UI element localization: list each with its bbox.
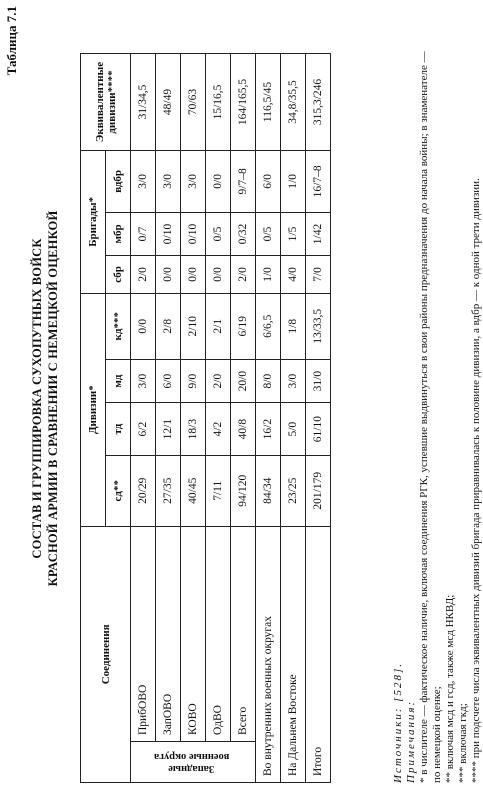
row-name: ОдВО [206, 526, 231, 741]
cell-eq: 164/165,5 [231, 54, 256, 151]
table-row [206, 54, 231, 783]
cell-sd: 27/35 [156, 455, 181, 526]
header-brigades: Бригады* [81, 151, 106, 294]
cell-mbr: 1/42 [306, 212, 331, 255]
note-2: ** включая мсд и гсд, также мсд НКВД; [444, 594, 456, 783]
cell-vdbr: 9/7–8 [231, 151, 256, 213]
header-equivalent: Эквивалентные дивизии**** [81, 54, 131, 151]
cell-eq: 48/49 [156, 54, 181, 151]
header-md: мд [106, 359, 131, 402]
cell-kd: 6/6,5 [256, 293, 281, 359]
row-name: ЗапОВО [156, 526, 181, 741]
cell-md: 2/0 [206, 359, 231, 402]
table-row [306, 54, 331, 783]
data-table [80, 53, 331, 783]
cell-sd: 84/34 [256, 455, 281, 526]
cell-sd: 7/11 [206, 455, 231, 526]
cell-vdbr: 0/0 [206, 151, 231, 213]
cell-sbr: 1/0 [256, 256, 281, 293]
cell-sd: 40/45 [181, 455, 206, 526]
cell-vdbr: 1/0 [281, 151, 306, 213]
table-row [131, 54, 156, 783]
cell-mbr: 0/5 [256, 212, 281, 255]
cell-sbr: 0/0 [181, 256, 206, 293]
row-name: КОВО [181, 526, 206, 741]
note-4: **** при подсчете числа эквивалентных дивизий бригада приравнивалась к половине дивизии, а вдбр — к одной трети дивизии. [470, 178, 482, 783]
cell-sbr: 0/0 [206, 256, 231, 293]
cell-sbr: 4/0 [281, 256, 306, 293]
cell-td: 40/8 [231, 403, 256, 456]
cell-md: 20/0 [231, 359, 256, 402]
cell-mbr: 0/5 [206, 212, 231, 255]
cell-td: 5/0 [281, 403, 306, 456]
row-name: Всего [231, 526, 256, 741]
cell-sd: 94/120 [231, 455, 256, 526]
cell-eq: 315,3/246 [306, 54, 331, 151]
header-sd: сд** [106, 455, 131, 526]
cell-eq: 15/16,5 [206, 54, 231, 151]
table-row [231, 54, 256, 783]
cell-mbr: 0/10 [181, 212, 206, 255]
cell-md: 6/0 [156, 359, 181, 402]
row-name: Во внутренних военных округах [256, 526, 281, 782]
cell-kd: 2/1 [206, 293, 231, 359]
table-row [181, 54, 206, 783]
note-1: * в числителе — фактическое наличие, включая соединения РГК, успевшие выдвинуться в свои районы предназначения до начала войны; в знаменателе — по немецкой оценке; [418, 51, 443, 783]
table-row [156, 54, 181, 783]
header-mbr: мбр [106, 212, 131, 255]
group-label: Западные военные округа [153, 751, 230, 774]
sources-line: Источники: [528]. [392, 661, 404, 783]
cell-vdbr: 6/0 [256, 151, 281, 213]
cell-td: 6/2 [131, 403, 156, 456]
cell-md: 9/0 [181, 359, 206, 402]
cell-kd: 1/8 [281, 293, 306, 359]
cell-vdbr: 16/7–8 [306, 151, 331, 213]
notes-block [392, 38, 483, 783]
header-sbr: сбр [106, 256, 131, 293]
group-label-cell [131, 742, 256, 783]
cell-vdbr: 3/0 [156, 151, 181, 213]
cell-sbr: 7/0 [306, 256, 331, 293]
row-name: Итого [306, 526, 331, 782]
row-name: ПрибОВО [131, 526, 156, 741]
table-row [281, 54, 306, 783]
header-td: тд [106, 403, 131, 456]
cell-td: 12/1 [156, 403, 181, 456]
note-3: *** включая гкд; [457, 703, 469, 783]
cell-kd: 2/10 [181, 293, 206, 359]
cell-mbr: 0/7 [131, 212, 156, 255]
table-title-line2: КРАСНОЙ АРМИИ В СРАВНЕНИИ С НЕМЕЦКОЙ ОЦЕНКОЙ [46, 210, 60, 587]
table-label: Таблица 7.1 [4, 6, 19, 76]
cell-sbr: 0/0 [156, 256, 181, 293]
cell-md: 31/0 [306, 359, 331, 402]
cell-sbr: 2/0 [131, 256, 156, 293]
cell-eq: 34,8/35,5 [281, 54, 306, 151]
cell-kd: 2/8 [156, 293, 181, 359]
cell-vdbr: 3/0 [181, 151, 206, 213]
header-vdbr: вдбр [106, 151, 131, 213]
cell-eq: 70/63 [181, 54, 206, 151]
header-kd: кд*** [106, 293, 131, 359]
cell-vdbr: 3/0 [131, 151, 156, 213]
cell-sd: 20/29 [131, 455, 156, 526]
cell-kd: 6/19 [231, 293, 256, 359]
cell-md: 8/0 [256, 359, 281, 402]
cell-td: 61/10 [306, 403, 331, 456]
cell-md: 3/0 [131, 359, 156, 402]
cell-mbr: 0/10 [156, 212, 181, 255]
notes-label: Примечания: [405, 699, 417, 783]
cell-sd: 201/179 [306, 455, 331, 526]
cell-kd: 0/0 [131, 293, 156, 359]
table-row [256, 54, 281, 783]
cell-eq: 116,5/45 [256, 54, 281, 151]
table-title-line1: СОСТАВ И ГРУППИРОВКА СУХОПУТНЫХ ВОЙСК [30, 238, 44, 559]
header-divisions: Дивизии* [81, 293, 106, 526]
cell-md: 3/0 [281, 359, 306, 402]
cell-td: 18/3 [181, 403, 206, 456]
cell-sbr: 2/0 [231, 256, 256, 293]
header-formations: Соединения [81, 526, 131, 782]
cell-td: 4/2 [206, 403, 231, 456]
cell-mbr: 0/32 [231, 212, 256, 255]
cell-mbr: 1/5 [281, 212, 306, 255]
cell-eq: 31/34,5 [131, 54, 156, 151]
cell-kd: 13/33,5 [306, 293, 331, 359]
cell-sd: 23/25 [281, 455, 306, 526]
row-name: На Дальнем Востоке [281, 526, 306, 782]
cell-td: 16/2 [256, 403, 281, 456]
